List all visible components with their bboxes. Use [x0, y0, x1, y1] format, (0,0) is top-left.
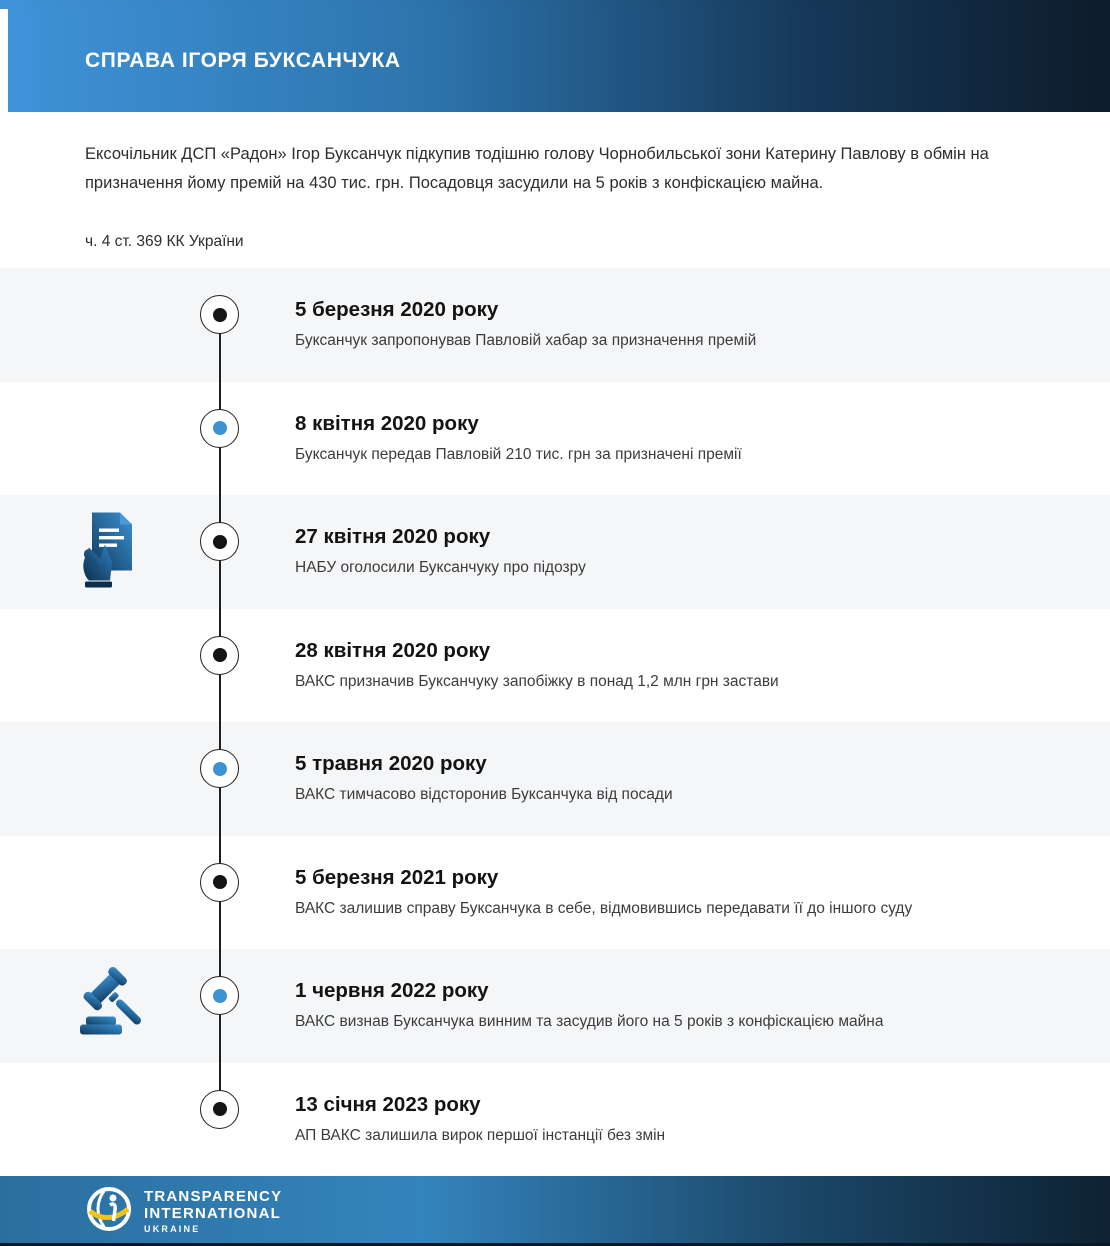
subpoena-document-icon [76, 508, 136, 595]
timeline-event-row [0, 268, 1110, 382]
timeline-dot-inner [213, 989, 227, 1003]
timeline-dot-inner [213, 308, 227, 322]
timeline [0, 268, 1110, 1176]
timeline-dot [200, 409, 239, 448]
timeline-dot-inner [213, 1102, 227, 1116]
timeline-dot-inner [213, 421, 227, 435]
event-description: ВАКС тимчасово відсторонив Буксанчука від посади [295, 786, 673, 804]
event-date: 5 травня 2020 року [295, 752, 487, 776]
timeline-dot-inner [213, 648, 227, 662]
logo-text [144, 1188, 282, 1235]
logo-line-3: UKRAINE [144, 1223, 201, 1234]
event-date: 28 квітня 2020 року [295, 638, 491, 662]
timeline-dot [200, 863, 239, 902]
event-description: АП ВАКС залишила вирок першої інстанції без змін [295, 1126, 666, 1144]
law-reference: ч. 4 ст. 369 КК України [85, 233, 244, 250]
intro-paragraph: Ексочільник ДСП «Радон» Ігор Буксанчук підкупив тодішню голову Чорнобильської зони Катерину Павлову в обмін на призначення йому премій на 430 тис. грн. Посадовця засудили на 5 років з конфіскацією майна. [85, 145, 989, 192]
event-description: Буксанчук запропонував Павловій хабар за призначення премій [295, 332, 757, 350]
timeline-dot [200, 976, 239, 1015]
timeline-event-row [0, 609, 1110, 723]
header-top-strip [0, 0, 1110, 9]
gavel-icon [76, 963, 156, 1048]
timeline-event-row [0, 722, 1110, 836]
transparency-international-logo [85, 1185, 282, 1238]
footer-bar [0, 1176, 1110, 1246]
event-date: 1 червня 2022 року [295, 979, 489, 1003]
timeline-event-row [0, 836, 1110, 950]
event-date: 5 березня 2021 року [295, 865, 499, 889]
timeline-event-row [0, 949, 1110, 1063]
intro-section [0, 112, 1110, 252]
timeline-dot [200, 522, 239, 561]
logo-line-2: INTERNATIONAL [144, 1204, 281, 1222]
timeline-dot-inner [213, 535, 227, 549]
event-description: ВАКС залишив справу Буксанчука в себе, відмовившись передавати її до іншого суду [295, 899, 913, 917]
event-description: ВАКС призначив Буксанчуку запобіжку в понад 1,2 млн грн застави [295, 672, 779, 690]
timeline-event-row [0, 495, 1110, 609]
event-description: Буксанчук передав Павловій 210 тис. грн за призначені премії [295, 445, 742, 463]
event-date: 8 квітня 2020 року [295, 411, 479, 435]
timeline-dot [200, 1090, 239, 1129]
event-date: 13 січня 2023 року [295, 1092, 481, 1116]
event-description: НАБУ оголосили Буксанчуку про підозру [295, 559, 586, 577]
timeline-dot-inner [213, 762, 227, 776]
timeline-dot-inner [213, 875, 227, 889]
timeline-dot [200, 295, 239, 334]
page-title: СПРАВА ІГОРЯ БУКСАНЧУКА [85, 48, 401, 72]
event-description: ВАКС визнав Буксанчука винним та засудив його на 5 років з конфіскацією майна [295, 1013, 884, 1031]
timeline-dot [200, 749, 239, 788]
timeline-dot [200, 636, 239, 675]
globe-icon [85, 1185, 133, 1238]
event-date: 5 березня 2020 року [295, 298, 499, 322]
event-date: 27 квітня 2020 року [295, 525, 491, 549]
timeline-event-row [0, 382, 1110, 496]
timeline-event-row [0, 1063, 1110, 1177]
header-bar [8, 9, 1110, 112]
logo-line-1: TRANSPARENCY [144, 1187, 283, 1205]
